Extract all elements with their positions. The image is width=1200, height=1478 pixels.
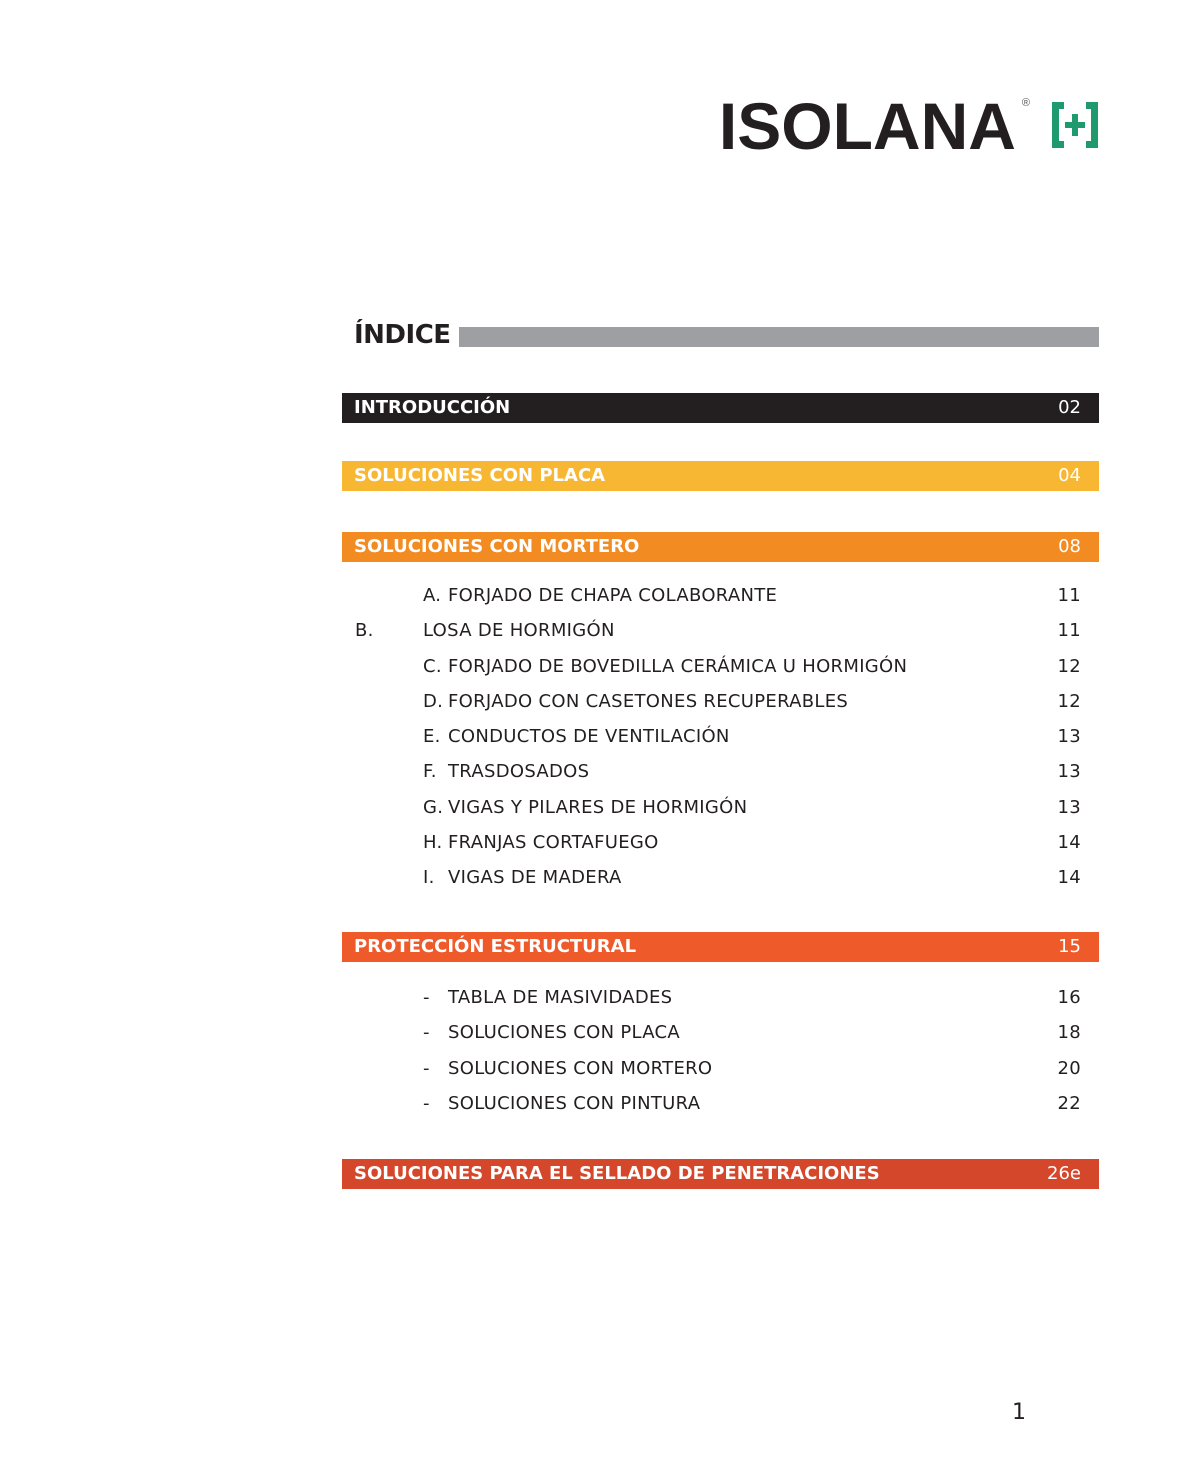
section-page: 08 bbox=[1058, 536, 1081, 557]
toc-item[interactable] bbox=[342, 687, 1099, 717]
bracket-plus-icon bbox=[1050, 100, 1100, 150]
item-letter: E. bbox=[423, 726, 441, 747]
section-label: SOLUCIONES CON MORTERO bbox=[354, 536, 640, 557]
toc-item[interactable] bbox=[342, 652, 1099, 682]
item-page: 14 bbox=[1057, 867, 1081, 888]
section-header[interactable] bbox=[342, 461, 1099, 491]
section-page: 04 bbox=[1058, 465, 1081, 486]
item-page: 22 bbox=[1057, 1092, 1081, 1114]
item-page: 13 bbox=[1057, 726, 1081, 747]
item-text: SOLUCIONES CON PINTURA bbox=[448, 1092, 701, 1114]
item-letter: - bbox=[423, 1092, 430, 1114]
item-letter: C. bbox=[423, 655, 442, 677]
item-letter: - bbox=[423, 1057, 430, 1079]
item-text: CONDUCTOS DE VENTILACIÓN bbox=[448, 726, 730, 747]
item-page: 11 bbox=[1057, 620, 1081, 642]
item-page: 11 bbox=[1057, 585, 1081, 606]
item-page: 12 bbox=[1057, 690, 1081, 712]
item-text: TRASDOSADOS bbox=[448, 761, 590, 783]
toc-item[interactable] bbox=[342, 581, 1099, 611]
toc-item[interactable] bbox=[342, 793, 1099, 823]
registered-mark: ® bbox=[1021, 97, 1030, 109]
item-letter: I. bbox=[423, 867, 435, 888]
item-letter: A. bbox=[423, 585, 442, 606]
item-page: 18 bbox=[1057, 1022, 1081, 1044]
item-page: 13 bbox=[1057, 796, 1081, 818]
toc-item[interactable] bbox=[342, 722, 1099, 752]
section-header[interactable] bbox=[342, 532, 1099, 562]
item-text: FRANJAS CORTAFUEGO bbox=[448, 831, 659, 853]
title-divider bbox=[459, 327, 1099, 347]
toc-item[interactable] bbox=[342, 983, 1099, 1013]
item-prefix: B. bbox=[355, 620, 374, 642]
item-text: FORJADO DE BOVEDILLA CERÁMICA U HORMIGÓN bbox=[448, 655, 908, 677]
item-page: 13 bbox=[1057, 761, 1081, 783]
item-text: TABLA DE MASIVIDADES bbox=[448, 987, 673, 1008]
item-text: LOSA DE HORMIGÓN bbox=[423, 620, 615, 642]
item-letter: F. bbox=[423, 761, 437, 783]
item-letter: G. bbox=[423, 796, 444, 818]
item-text: VIGAS Y PILARES DE HORMIGÓN bbox=[448, 796, 748, 818]
section-page: 15 bbox=[1058, 936, 1081, 957]
section-header[interactable] bbox=[342, 932, 1099, 962]
section-page: 02 bbox=[1058, 397, 1081, 418]
section-label: SOLUCIONES CON PLACA bbox=[354, 465, 606, 486]
item-text: FORJADO CON CASETONES RECUPERABLES bbox=[448, 690, 849, 712]
item-text: VIGAS DE MADERA bbox=[448, 867, 622, 888]
section-label: PROTECCIÓN ESTRUCTURAL bbox=[354, 936, 637, 957]
item-page: 12 bbox=[1057, 655, 1081, 677]
toc-item[interactable] bbox=[342, 1054, 1099, 1084]
item-text: SOLUCIONES CON MORTERO bbox=[448, 1057, 713, 1079]
section-label: SOLUCIONES PARA EL SELLADO DE PENETRACIONES bbox=[354, 1163, 880, 1184]
logo-wordmark: ISOLANA bbox=[718, 89, 1016, 163]
page-number: 1 bbox=[1012, 1400, 1026, 1425]
item-letter: H. bbox=[423, 831, 443, 853]
item-page: 20 bbox=[1057, 1057, 1081, 1079]
toc-item[interactable] bbox=[342, 757, 1099, 787]
section-page: 26e bbox=[1047, 1163, 1081, 1184]
item-page: 14 bbox=[1057, 831, 1081, 853]
item-page: 16 bbox=[1057, 987, 1081, 1008]
item-letter: - bbox=[423, 987, 430, 1008]
section-header[interactable] bbox=[342, 393, 1099, 423]
item-text: SOLUCIONES CON PLACA bbox=[448, 1022, 681, 1044]
item-letter: D. bbox=[423, 690, 444, 712]
toc-item[interactable] bbox=[342, 863, 1099, 893]
item-letter: - bbox=[423, 1022, 430, 1044]
toc-item[interactable] bbox=[342, 1089, 1099, 1119]
section-header[interactable] bbox=[342, 1159, 1099, 1189]
toc-item[interactable] bbox=[342, 828, 1099, 858]
toc-item[interactable] bbox=[342, 1018, 1099, 1048]
toc-item[interactable] bbox=[342, 616, 1099, 646]
index-title: ÍNDICE bbox=[354, 320, 451, 350]
isolana-logo bbox=[718, 89, 1100, 163]
item-text: FORJADO DE CHAPA COLABORANTE bbox=[448, 585, 778, 606]
section-label: INTRODUCCIÓN bbox=[354, 397, 511, 418]
